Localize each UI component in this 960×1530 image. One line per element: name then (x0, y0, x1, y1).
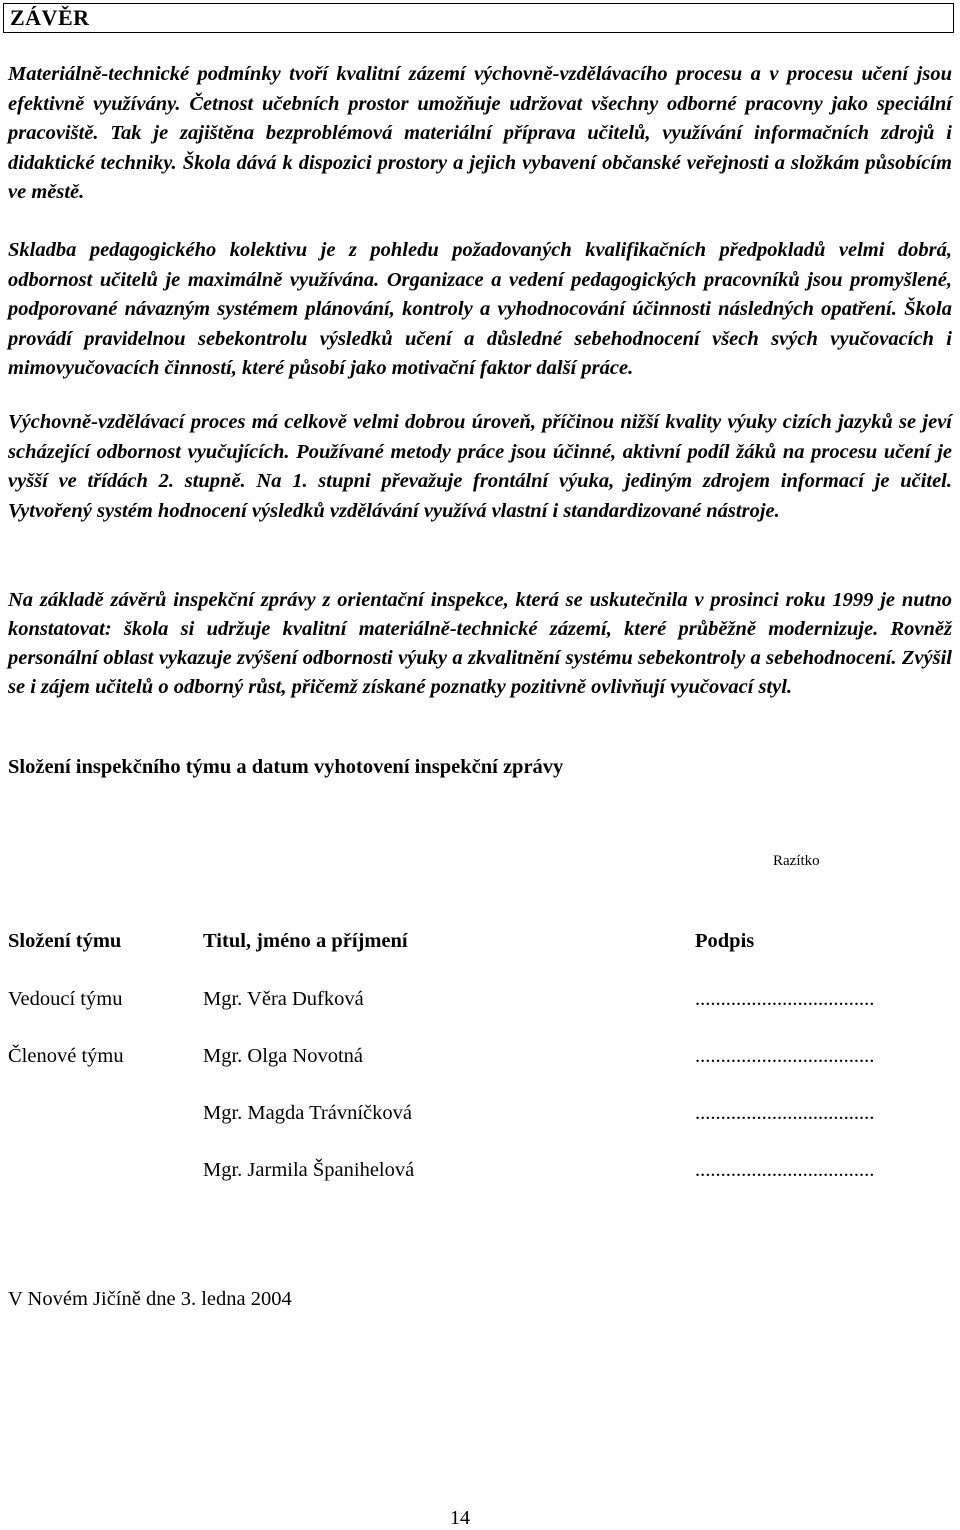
row-signature-line: ................................... (695, 1102, 875, 1124)
conclusion-heading: ZÁVĚR (10, 5, 90, 30)
paragraph-educational-process: Výchovně-vzdělávací proces má celkově velmi dobrou úroveň, příčinou nižší kvality výuky cizích jazyků se jeví scházející odbornost vyučujících. Používané metody práce jsou účinné, aktivní podíl žáků na procesu učení je vyšší ve třídách 2. stupně. Na 1. stupni převažuje frontální výuka, jediným zdrojem informací je učitel. Vytvořený systém hodnocení výsledků vzdělávání využívá vlastní i standardizované nástroje. (8, 411, 952, 522)
row-name: Mgr. Jarmila Španihelová (203, 1159, 415, 1181)
row-signature-line: ................................... (695, 988, 875, 1010)
row-role: Vedoucí týmu (8, 988, 123, 1010)
row-signature-line: ................................... (695, 1159, 875, 1181)
page-number: 14 (450, 1507, 470, 1529)
paragraph-inspection-summary: Na základě závěrů inspekční zprávy z orientační inspekce, která se uskutečnila v prosinci roku 1999 je nutno konstatovat: škola si udržuje kvalitní materiálně-technické zázemí, které průběžně modernizuje. Rovněž personální oblast vykazuje zvýšení odbornosti výuky a zkvalitnění systému sebekontroly a sebehodnocení. Zvýšil se i zájem učitelů o odborný růst, přičemž získané poznatky pozitivně ovlivňují vyučovací styl. (8, 589, 952, 698)
header-name: Titul, jméno a příjmení (203, 930, 408, 952)
stamp-label: Razítko (773, 853, 820, 869)
paragraph-material-conditions: Materiálně-technické podmínky tvoří kvalitní zázemí výchovně-vzdělávacího procesu a v procesu učení jsou efektivně využívány. Četnost učebních prostor umožňuje udržovat všechny odborné pracovny jako speciální pracoviště. Tak je zajištěna bezproblémová materiální příprava učitelů, využívání informačních zdrojů i didaktické techniky. Škola dává k dispozici prostory a jejich vybavení občanské veřejnosti a složkám působícím ve městě. (8, 63, 952, 203)
header-signature: Podpis (695, 930, 755, 952)
row-signature-line: ................................... (695, 1045, 875, 1067)
row-name: Mgr. Věra Dufková (203, 988, 364, 1010)
header-team-composition: Složení týmu (8, 930, 122, 952)
conclusion-heading-box (3, 3, 954, 33)
paragraph-teaching-staff: Skladba pedagogického kolektivu je z pohledu požadovaných kvalifikačních předpokladů velmi dobrá, odbornost učitelů je maximálně využívána. Organizace a vedení pedagogických pracovníků jsou promyšlené, podporované návazným systémem plánování, kontroly a vyhodnocování účinnosti následných opatření. Škola provádí pravidelnou sebekontrolu výsledků učení a důsledné sebehodnocení všech svých vyučovacích i mimovyučovacích činností, které působí jako motivační faktor další práce. (8, 239, 952, 379)
row-name: Mgr. Magda Trávníčková (203, 1102, 412, 1124)
row-role: Členové týmu (8, 1045, 124, 1067)
row-name: Mgr. Olga Novotná (203, 1045, 363, 1067)
team-section-heading: Složení inspekčního týmu a datum vyhotovení inspekční zprávy (8, 756, 564, 778)
place-and-date: V Novém Jičíně dne 3. ledna 2004 (8, 1288, 292, 1310)
